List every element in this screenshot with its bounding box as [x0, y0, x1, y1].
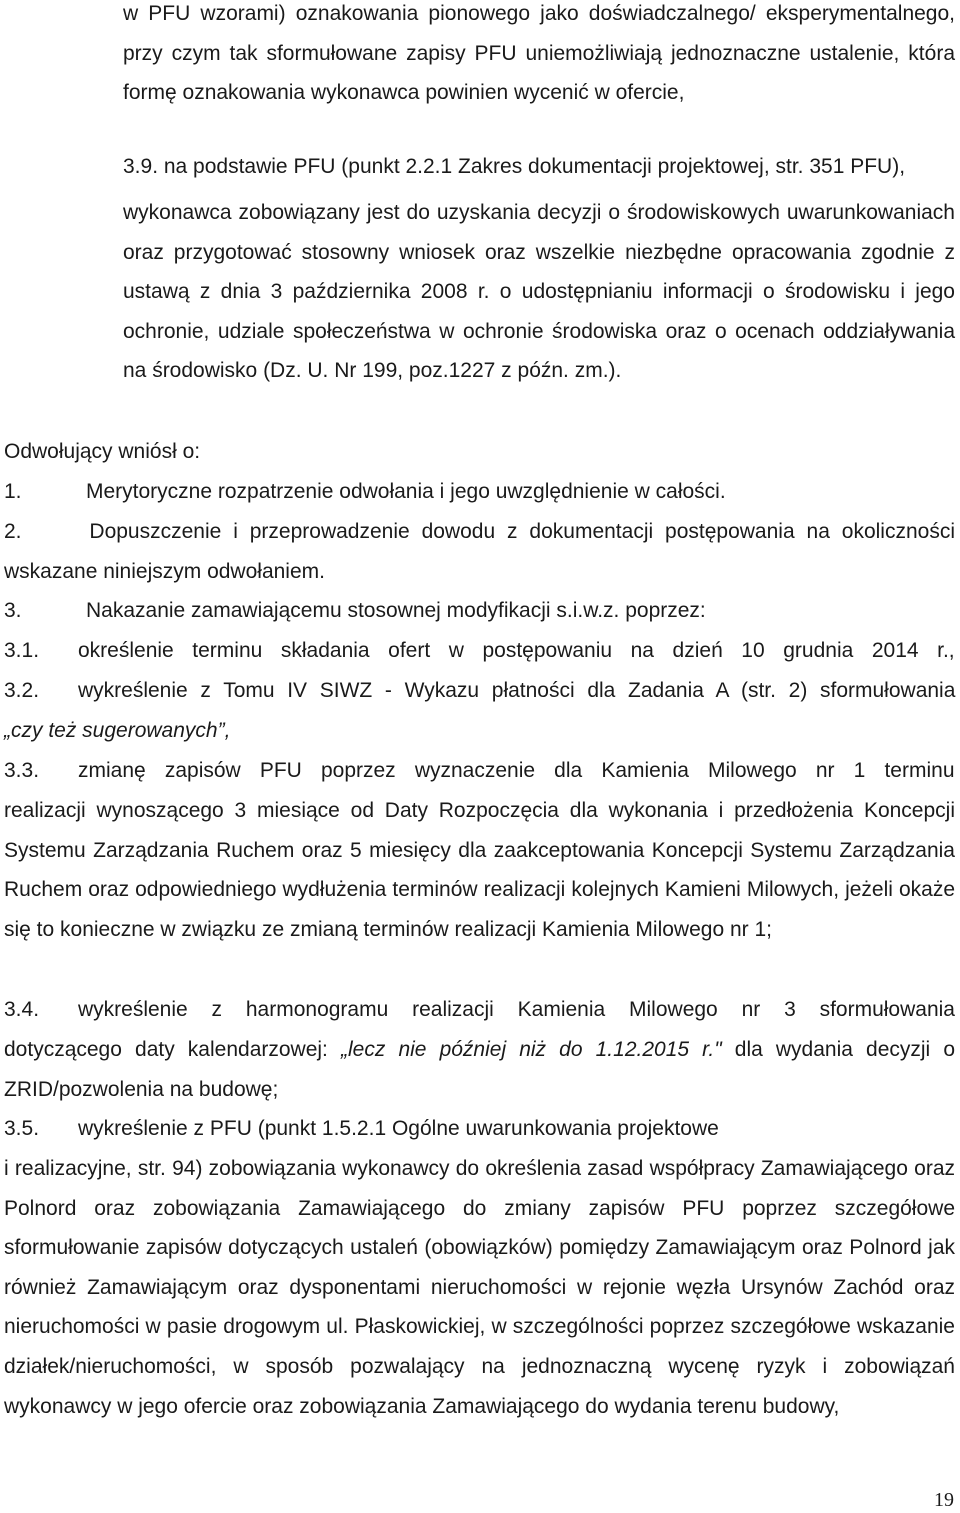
sub-item-3-2-quote — [4, 711, 230, 751]
request-2 — [4, 512, 955, 591]
request-3 — [4, 591, 955, 631]
sub-item-text: wykreślenie z harmonogramu realizacji Kamienia Milowego nr 3 sformułowania — [78, 998, 955, 1021]
sub-item-number: 3.5. — [4, 1117, 40, 1140]
sub-item-number: 3.4. — [4, 998, 40, 1021]
sub-item-text: wykreślenie z PFU (punkt 1.5.2.1 Ogólne uwarunkowania projektowe — [78, 1117, 719, 1140]
sub-item-3-2 — [4, 671, 955, 711]
sub-item-3-3-body: realizacji wynoszącego 3 miesiące od Daty Rozpoczęcia dla wykonania i przedłożenia Koncepcji Systemu Zarządzania Ruchem oraz 5 miesięcy dla zaakceptowania Koncepcji Systemu Zarządzania Ruchem oraz odpowiedniego wydłużenia terminów realizacji kolejnych Kamieni Milowych, jeżeli okaże się to konieczne w związku ze zmianą terminów realizacji Kamienia Milowego nr 1; — [4, 799, 955, 941]
quoted-phrase: „lecz nie później niż do 1.12.2015 r." — [341, 1038, 722, 1061]
sub-item-text: wykreślenie z Tomu IV SIWZ - Wykazu płatności dla Zadania A (str. 2) sformułowania — [78, 679, 956, 702]
sub-item-number: 3.3. — [4, 759, 40, 782]
body-text: dla wydania decyzji o ZRID/pozwolenia na budowę; — [4, 1038, 956, 1101]
sub-item-3-3 — [4, 751, 955, 791]
sub-item-number: 3.2. — [4, 679, 40, 702]
sub-item-3-5-body: i realizacyjne, str. 94) zobowiązania wykonawcy do określenia zasad współpracy Zamawiającego oraz Polnord oraz zobowiązania Zamawiającego do zmiany zapisów PFU poprzez szczegółowe sformułowanie zapisów dotyczących ustaleń (obowiązków) pomiędzy Zamawiającym oraz Polnord jak również Zamawiającym oraz dysponentami nieruchomości w rejonie węzła Ursynów Zachód oraz nieruchomości w pasie drogowym ul. Płaskowickiej, w szczególności poprzez szczegółowe wskazanie działek/nieruchomości, w sposób pozwalający na jednoznaczną wycenę ryzyk i zobowiązań wykonawcy w jego ofercie oraz zobowiązania Zamawiającego do wydania terenu budowy, — [4, 1157, 955, 1418]
body-text: dotyczącego daty kalendarzowej: — [4, 1038, 341, 1061]
request-1 — [4, 472, 955, 512]
quoted-phrase: „czy też sugerowanych”, — [4, 719, 231, 742]
sub-item-3-1 — [4, 631, 955, 671]
sub-item-3-5 — [4, 1109, 955, 1149]
request-number: 3. — [4, 599, 22, 622]
appeal-heading: Odwołujący wniósł o: — [4, 440, 201, 463]
request-number: 1. — [4, 480, 22, 503]
sub-item-number: 3.1. — [4, 639, 40, 662]
item-3-9-lead: 3.9. na podstawie PFU (punkt 2.2.1 Zakres dokumentacji projektowej, str. 351 PFU), — [123, 155, 906, 178]
continuation-paragraph: w PFU wzorami) oznakowania pionowego jako doświadczalnego/ eksperymentalnego, przy czym tak sformułowane zapisy PFU uniemożliwiają jednoznaczne ustalenie, która formę oznakowania wykonawca powinien wycenić w ofercie, — [123, 2, 955, 105]
request-text: Nakazanie zamawiającemu stosownej modyfikacji s.i.w.z. poprzez: — [86, 599, 706, 622]
page-number: 19 — [934, 1489, 954, 1511]
sub-item-3-4-body — [4, 1030, 955, 1109]
request-text: Dopuszczenie i przeprowadzenie dowodu z dokumentacji postępowania na okoliczności wskazane niniejszym odwołaniem. — [4, 520, 955, 583]
sub-item-3-4 — [4, 990, 955, 1030]
item-3-9-body: wykonawca zobowiązany jest do uzyskania decyzji o środowiskowych uwarunkowaniach oraz przygotować stosowny wniosek oraz wszelkie niezbędne opracowania zgodnie z ustawą z dnia 3 października 2008 r. o udostępnianiu informacji o środowisku i jego ochronie, udziale społeczeństwa w ochronie środowiska oraz o ocenach oddziaływania na środowisko (Dz. U. Nr 199, poz.1227 z późn. zm.). — [123, 201, 955, 383]
sub-item-text: zmianę zapisów PFU poprzez wyznaczenie dla Kamienia Milowego nr 1 terminu — [78, 759, 955, 782]
request-number: 2. — [4, 520, 22, 543]
sub-item-text: określenie terminu składania ofert w postępowaniu na dzień 10 grudnia 2014 r., — [78, 639, 955, 662]
request-text: Merytoryczne rozpatrzenie odwołania i jego uwzględnienie w całości. — [86, 480, 726, 503]
